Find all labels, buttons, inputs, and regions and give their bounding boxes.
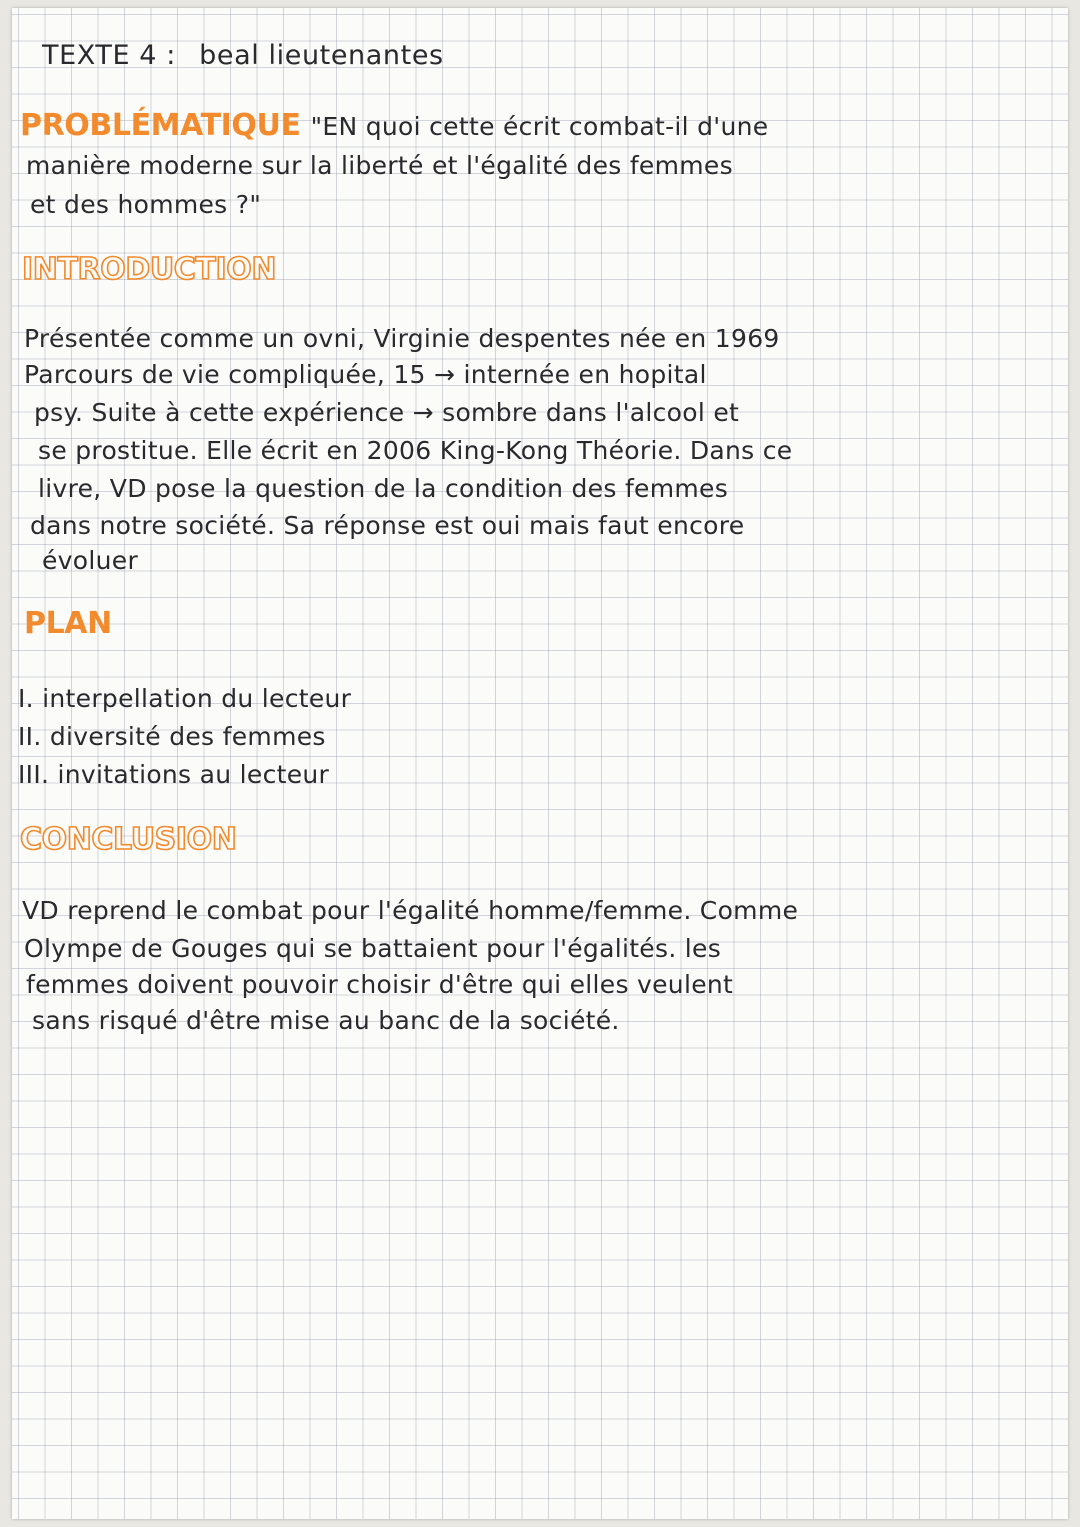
plan-item-1: I. interpellation du lecteur xyxy=(18,684,352,713)
intro-line-6: dans notre société. Sa réponse est oui mais faut encore xyxy=(30,511,745,540)
intro-line-4: se prostitue. Elle écrit en 2006 King-Kong Théorie. Dans ce xyxy=(38,436,793,465)
conclusion-line-3: femmes doivent pouvoir choisir d'être qui elles veulent xyxy=(26,970,734,999)
notebook-page xyxy=(12,8,1068,1519)
plan-item-2: II. diversité des femmes xyxy=(18,722,326,751)
conclusion-heading: CONCLUSION xyxy=(20,822,237,857)
intro-line-7: évoluer xyxy=(42,546,139,575)
page-title xyxy=(42,40,444,71)
conclusion-line-4: sans risqué d'être mise au banc de la société. xyxy=(32,1006,620,1035)
plan-item-3: III. invitations au lecteur xyxy=(18,760,330,789)
conclusion-line-1: VD reprend le combat pour l'égalité homme/femme. Comme xyxy=(22,896,799,925)
title-label: TEXTE 4 : xyxy=(42,40,176,71)
intro-line-3: psy. Suite à cette expérience → sombre dans l'alcool et xyxy=(34,398,740,427)
intro-line-2: Parcours de vie compliquée, 15 → internée en hopital xyxy=(24,360,707,389)
problematique-line-2: manière moderne sur la liberté et l'égalité des femmes xyxy=(26,151,733,180)
title-text: beal lieutenantes xyxy=(199,40,444,71)
intro-line-5: livre, VD pose la question de la condition des femmes xyxy=(38,474,729,503)
problematique-heading: PROBLÉMATIQUE xyxy=(20,108,301,143)
plan-heading: PLAN xyxy=(24,606,112,641)
conclusion-line-2: Olympe de Gouges qui se battaient pour l'égalités. les xyxy=(24,934,722,963)
problematique-line-3: et des hommes ?" xyxy=(30,190,262,219)
problematique-line-1 xyxy=(20,108,768,143)
intro-line-1: Présentée comme un ovni, Virginie despentes née en 1969 xyxy=(24,324,780,353)
introduction-heading: INTRODUCTION xyxy=(22,252,277,287)
problematique-text-1: "EN quoi cette écrit combat-il d'une xyxy=(310,112,769,141)
